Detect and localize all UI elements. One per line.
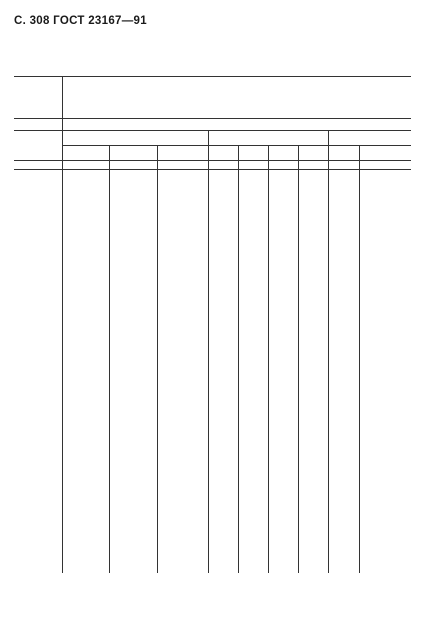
vline-col bbox=[157, 145, 158, 573]
vline-group-3 bbox=[328, 130, 329, 573]
vline-col bbox=[359, 145, 360, 573]
vline-col bbox=[109, 145, 110, 573]
vline-col bbox=[268, 145, 269, 573]
rule-row-19 bbox=[14, 160, 411, 161]
vline-rowhead bbox=[62, 76, 63, 573]
page-header: С. 308 ГОСТ 23167—91 bbox=[14, 15, 147, 27]
vline-group-2 bbox=[208, 130, 209, 573]
vline-col bbox=[238, 145, 239, 573]
rule-row-1 bbox=[14, 118, 411, 119]
rule-row-16 bbox=[14, 130, 411, 131]
rule-header-bottom bbox=[14, 169, 411, 170]
top-rule bbox=[14, 76, 411, 77]
vline-col bbox=[298, 145, 299, 573]
